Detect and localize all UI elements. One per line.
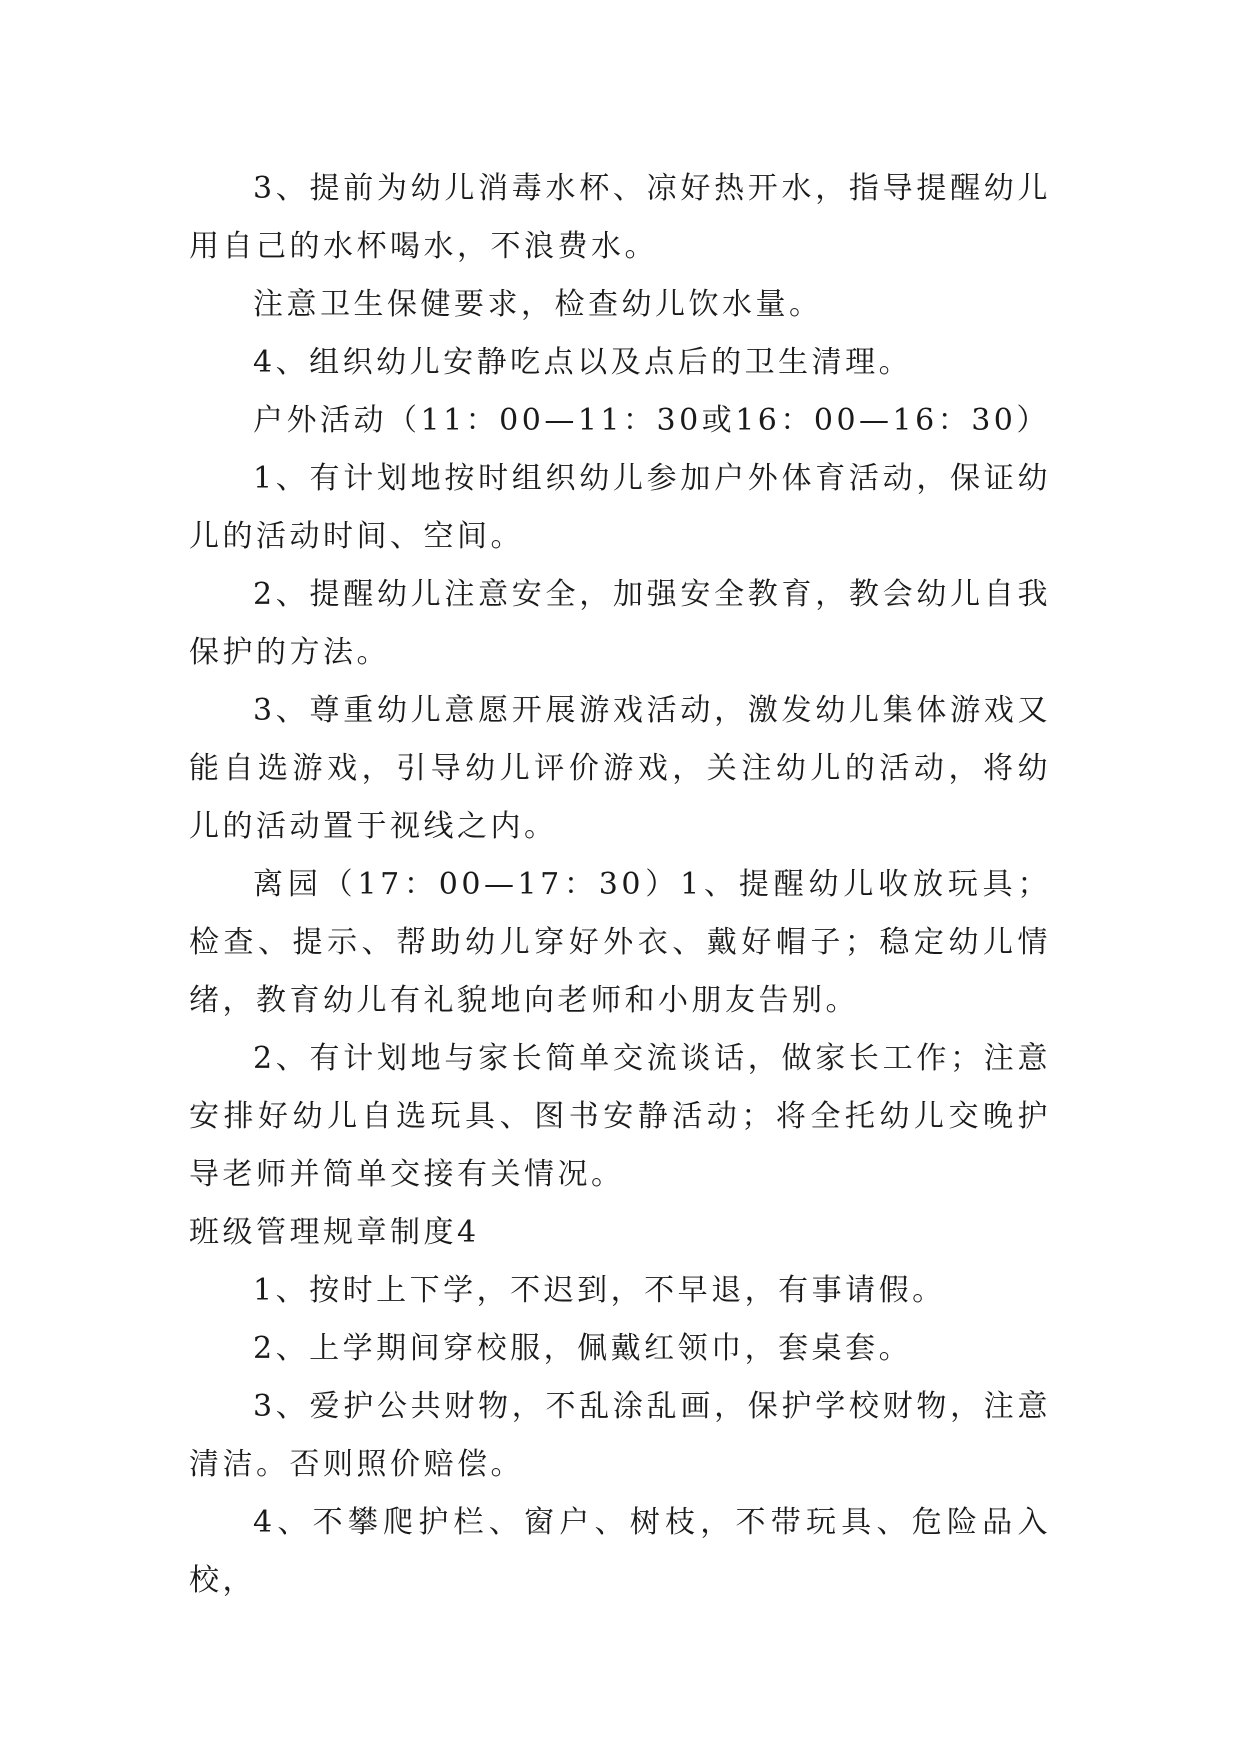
paragraph-departure: 离园（17：00—17：30）1、提醒幼儿收放玩具；检查、提示、帮助幼儿穿好外衣、戴好帽子；稳定幼儿情绪，教育幼儿有礼貌地向老师和小朋友告别。	[189, 867, 1051, 1018]
paragraph-games: 3、尊重幼儿意愿开展游戏活动，激发幼儿集体游戏又能自选游戏，引导幼儿评价游戏，关注幼儿的活动，将幼儿的活动置于视线之内。	[189, 693, 1051, 844]
rule-item-4: 4、不攀爬护栏、窗户、树枝，不带玩具、危险品入校，	[189, 1505, 1051, 1598]
paragraph-outdoor-activity-heading: 户外活动（11：00—11：30或16：00—16：30）	[253, 403, 1050, 438]
paragraph-snack: 4、组织幼儿安静吃点以及点后的卫生清理。	[253, 345, 913, 380]
section-title: 班级管理规章制度4	[189, 1215, 480, 1250]
paragraph-safety: 2、提醒幼儿注意安全，加强安全教育，教会幼儿自我保护的方法。	[189, 577, 1051, 670]
paragraph-parents: 2、有计划地与家长简单交流谈话，做家长工作；注意安排好幼儿自选玩具、图书安静活动；将全托幼儿交晚护导老师并简单交接有关情况。	[189, 1041, 1051, 1192]
rule-item-3: 3、爱护公共财物，不乱涂乱画，保护学校财物，注意清洁。否则照价赔偿。	[189, 1389, 1051, 1482]
paragraph-water-cups: 3、提前为幼儿消毒水杯、凉好热开水，指导提醒幼儿用自己的水杯喝水，不浪费水。	[189, 171, 1051, 264]
paragraph-hygiene-note: 注意卫生保健要求，检查幼儿饮水量。	[253, 287, 823, 322]
rule-item-1: 1、按时上下学，不迟到，不早退，有事请假。	[253, 1273, 946, 1308]
rule-item-2: 2、上学期间穿校服，佩戴红领巾，套桌套。	[253, 1331, 913, 1366]
document-body	[189, 160, 1051, 1610]
paragraph-outdoor-plan: 1、有计划地按时组织幼儿参加户外体育活动，保证幼儿的活动时间、空间。	[189, 461, 1051, 554]
